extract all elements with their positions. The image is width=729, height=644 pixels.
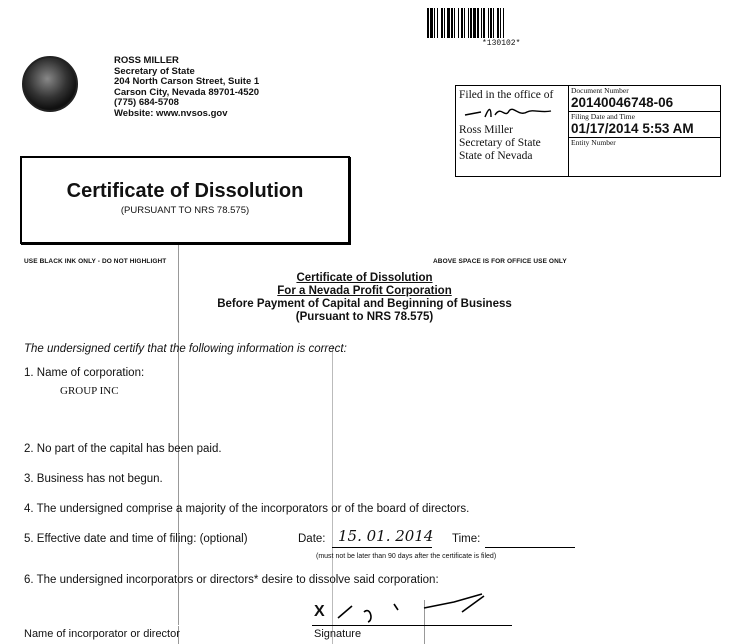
signature-label: Signature (314, 628, 362, 640)
filing-date-row (569, 112, 721, 138)
heading-line3: Before Payment of Capital and Beginning of Business (217, 298, 512, 310)
heading-line2: For a Nevada Profit Corporation (277, 285, 452, 297)
signer-state: State of Nevada (459, 150, 533, 162)
item-5: 5. Effective date and time of filing: (optional) (24, 533, 248, 545)
entity-number-label: Entity Number (571, 138, 616, 147)
filing-office (459, 89, 565, 163)
certificate-title: Certificate of Dissolution (66, 180, 304, 202)
date-label: Date: (298, 533, 326, 545)
office-note: ABOVE SPACE IS FOR OFFICE USE ONLY (433, 258, 567, 265)
filing-date-label: Filing Date and Time (571, 112, 635, 121)
filing-date: 01/17/2014 5:53 AM (571, 121, 694, 136)
filing-details (568, 86, 721, 176)
signer-name: Ross Miller (459, 124, 513, 136)
date-value: 15. 01. 2014 (338, 527, 434, 545)
fold-line (332, 345, 333, 644)
certificate-box (20, 156, 350, 244)
item-6: 6. The undersigned incorporators or directors* desire to dissolve said corporation: (24, 574, 439, 586)
heading-line4: (Pursuant to NRS 78.575) (295, 311, 434, 323)
barcode-number: *130102* (482, 39, 521, 48)
secretary-address2: Carson City, Nevada 89701-4520 (114, 86, 260, 98)
director-signature-icon (334, 590, 494, 626)
filing-box (455, 85, 721, 177)
date-underline (332, 547, 432, 548)
barcode-bar (503, 8, 504, 38)
name-underline (22, 625, 272, 626)
form-heading (0, 272, 729, 324)
barcode (427, 8, 553, 38)
heading-line1: Certificate of Dissolution (296, 272, 433, 284)
state-seal-icon (22, 56, 78, 112)
signer-title: Secretary of State (459, 137, 541, 149)
doc-number-row (569, 86, 721, 112)
item-4: 4. The undersigned comprise a majority of the incorporators or of the board of directors. (24, 503, 470, 515)
secretary-website: Website: www.nvsos.gov (114, 107, 228, 119)
doc-number-label: Document Number (571, 86, 629, 95)
signature-underline (312, 625, 512, 626)
signature-x: X (314, 603, 325, 620)
item-1: 1. Name of corporation: (24, 367, 145, 379)
time-label: Time: (452, 533, 481, 545)
secretary-address1: 204 North Carson Street, Suite 1 (114, 76, 260, 87)
form-intro: The undersigned certify that the following information is correct: (24, 343, 347, 355)
item-3: 3. Business has not begun. (24, 473, 163, 485)
doc-number: 20140046748-06 (571, 95, 674, 110)
secretary-phone: (775) 684-5708 (114, 97, 179, 108)
certificate-subtitle: (PURSUANT TO NRS 78.575) (120, 205, 250, 216)
entity-number-row (569, 138, 721, 148)
corporation-name: GROUP INC (60, 385, 119, 397)
date-note: (must not be later than 90 days after the certificate is filed) (316, 553, 497, 560)
time-underline (485, 547, 575, 548)
secretary-name: ROSS MILLER (114, 55, 179, 66)
filed-in-label: Filed in the office of (459, 89, 554, 101)
secretary-signature-icon (461, 103, 561, 123)
name-label: Name of incorporator or director (24, 628, 180, 640)
secretary-block (114, 56, 259, 119)
item-2: 2. No part of the capital has been paid. (24, 443, 222, 455)
ink-note: USE BLACK INK ONLY - DO NOT HIGHLIGHT (24, 258, 167, 265)
secretary-title: Secretary of State (114, 65, 195, 77)
